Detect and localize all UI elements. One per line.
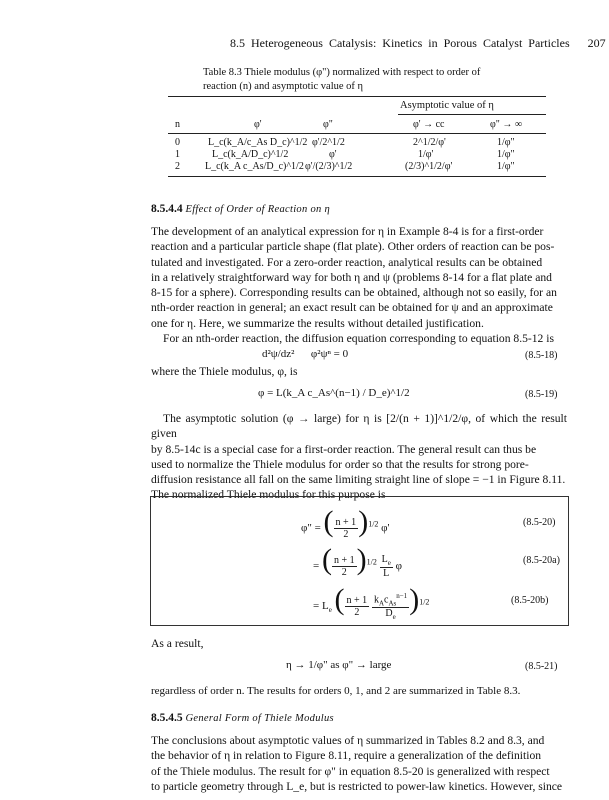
equation-number: (8.5-18)	[525, 350, 558, 361]
section-heading	[151, 712, 334, 724]
table-cell: L_c(k_A c_As/D_c)^1/2	[205, 161, 304, 172]
section-number: 8.5.4.5	[151, 712, 183, 724]
section-number: 8.5.4.4	[151, 203, 183, 215]
text-line: For an nth-order reaction, the diffusion equation corresponding to equation 8.5-12 is	[163, 332, 554, 346]
equation-number: (8.5-19)	[525, 389, 558, 400]
fraction: $\frac{n + 1}{2}$	[346, 594, 368, 618]
paragraph	[151, 411, 567, 503]
text-line: The conclusions about asymptotic values of η summarized in Tables 8.2 and 8.3, and	[151, 734, 545, 747]
table-group-rule	[398, 114, 546, 115]
equation-8-5-20a: = ( $\frac{n + 1}{2}$ )$^{1/2}$ $\frac{L_e}{L}$ φ	[313, 543, 402, 579]
table-col-header: φ'	[254, 119, 262, 130]
page-number: 207	[587, 36, 606, 50]
boxed-equations	[150, 496, 569, 626]
table-cell: 1/φ"	[497, 137, 515, 148]
text-line: nth-order reaction in general; an exact result can be obtained for ψ and an approximate	[151, 301, 553, 315]
paragraph	[151, 224, 567, 346]
table-cell: 1	[175, 149, 180, 160]
fraction: $\frac{n + 1}{2}$	[335, 516, 357, 540]
text-line: The development of an analytical expression for η in Example 8-4 is for a first-order	[151, 225, 544, 238]
table-col-header: n	[175, 119, 180, 130]
text-line: of the Thiele modulus. The result for φ" in equation 8.5-20 is generalized with respect	[151, 764, 550, 778]
table-cell: L_c(k_A/D_c)^1/2	[212, 149, 289, 160]
table-cell: 0	[175, 137, 180, 148]
table-col-header: φ" → ∞	[490, 119, 522, 130]
fraction: $\frac{k_Ac_{As}^{n-1}}{D_e}$	[373, 591, 408, 622]
table-group-header: Asymptotic value of η	[400, 100, 494, 111]
table-cell: 2	[175, 161, 180, 172]
table-header-rule	[168, 133, 546, 134]
text-line: The asymptotic solution (φ → large) for η is [2/(n + 1)]^1/2/φ, of which the result given	[151, 412, 567, 441]
equation-number: (8.5-20)	[523, 517, 556, 528]
table-col-header: φ"	[323, 119, 333, 130]
text-line: reaction and a particular particle shape (flat plate). Other orders of reaction can be pos-	[151, 240, 555, 254]
text-line: diffusion resistance all fall on the same limiting straight line of slope = −1 in Figure 8.11.	[151, 473, 566, 487]
text-line: 8-15 for a sphere). Corresponding results can be obtained, although not so easily, for an	[151, 286, 557, 300]
equation-number: (8.5-21)	[525, 661, 558, 672]
equation-number: (8.5-20b)	[511, 595, 549, 606]
running-title: 8.5 Heterogeneous Catalysis: Kinetics in Porous Catalyst Particles	[230, 36, 570, 50]
running-header	[230, 36, 606, 51]
table-col-header: φ' → cc	[413, 119, 445, 130]
fraction: $\frac{n + 1}{2}$	[333, 554, 355, 578]
equation-lhs: d²ψ/dz²	[262, 348, 295, 360]
table-cell: 1/φ"	[497, 161, 515, 172]
table-cell: φ'/2^1/2	[312, 137, 345, 148]
text-line: tulated and investigated. For a zero-order reaction, analytical results can be obtained	[151, 255, 543, 269]
paragraph	[151, 684, 567, 699]
table-cell: 2^1/2/φ'	[413, 137, 446, 148]
text-line: regardless of order n. The results for orders 0, 1, and 2 are summarized in Table 8.3.	[151, 685, 521, 697]
text-line: where the Thiele modulus, φ, is	[151, 365, 298, 378]
table-cell: 1/φ"	[497, 149, 515, 160]
equation-8-5-20: φ" = ( $\frac{n + 1}{2}$ )$^{1/2}$ φ'	[301, 505, 390, 540]
equation-8-5-20b: = $L_e$ ( $\frac{n + 1}{2}$ $\frac{k_Ac_{As}^{n-1}}{D_e}$ )$^{1/2}$	[313, 583, 430, 622]
table-cell: 1/φ'	[418, 149, 434, 160]
section-title: Effect of Order of Reaction on η	[185, 204, 330, 215]
table-cell: L_c(k_A/c_As D_c)^1/2	[208, 137, 308, 148]
equation-8-5-21: η → 1/φ" as φ" → large	[286, 659, 392, 671]
text-line: in a relatively straightforward way for both η and ψ (problems 8-14 for a flat plate and	[151, 270, 552, 284]
text-line: used to normalize the Thiele modulus for order so that the results for strong pore-	[151, 457, 529, 471]
text-line: As a result,	[151, 637, 204, 650]
text-line: The normalized Thiele modulus for this purpose is	[151, 488, 386, 502]
section-title: General Form of Thiele Modulus	[185, 713, 334, 724]
text-line: one for η. Here, we summarize the results without detailed justification.	[151, 316, 484, 330]
table-bottom-rule	[168, 176, 546, 177]
text-line: by 8.5-14c is a special case for a first-order reaction. The general result can thus be	[151, 442, 537, 456]
section-heading	[151, 203, 330, 215]
equation-8-5-19: φ = L(k_A c_As^(n−1) / D_e)^1/2	[258, 387, 410, 399]
table-cell: φ'	[329, 149, 337, 160]
paragraph	[151, 636, 567, 651]
text-line: the behavior of η in relation to Figure 8.11, require a generalization of the definition	[151, 749, 542, 763]
fraction: $\frac{L_e}{L}$	[381, 553, 391, 579]
table-cell: (2/3)^1/2/φ'	[405, 161, 453, 172]
table-caption: Table 8.3 Thiele modulus (φ") normalized with respect to order of reaction (n) and asymptotic value of η	[203, 67, 481, 92]
table-top-rule	[168, 96, 546, 97]
equation-number: (8.5-20a)	[523, 555, 560, 566]
table-cell: φ'/(2/3)^1/2	[305, 161, 353, 172]
text-line: to particle geometry through L_e, but is restricted to power-law kinetics. However, since	[151, 779, 563, 793]
paragraph	[151, 733, 567, 794]
equation-8-5-18	[262, 348, 348, 360]
paragraph	[151, 364, 567, 379]
equation-rhs: φ²ψⁿ = 0	[310, 348, 349, 360]
